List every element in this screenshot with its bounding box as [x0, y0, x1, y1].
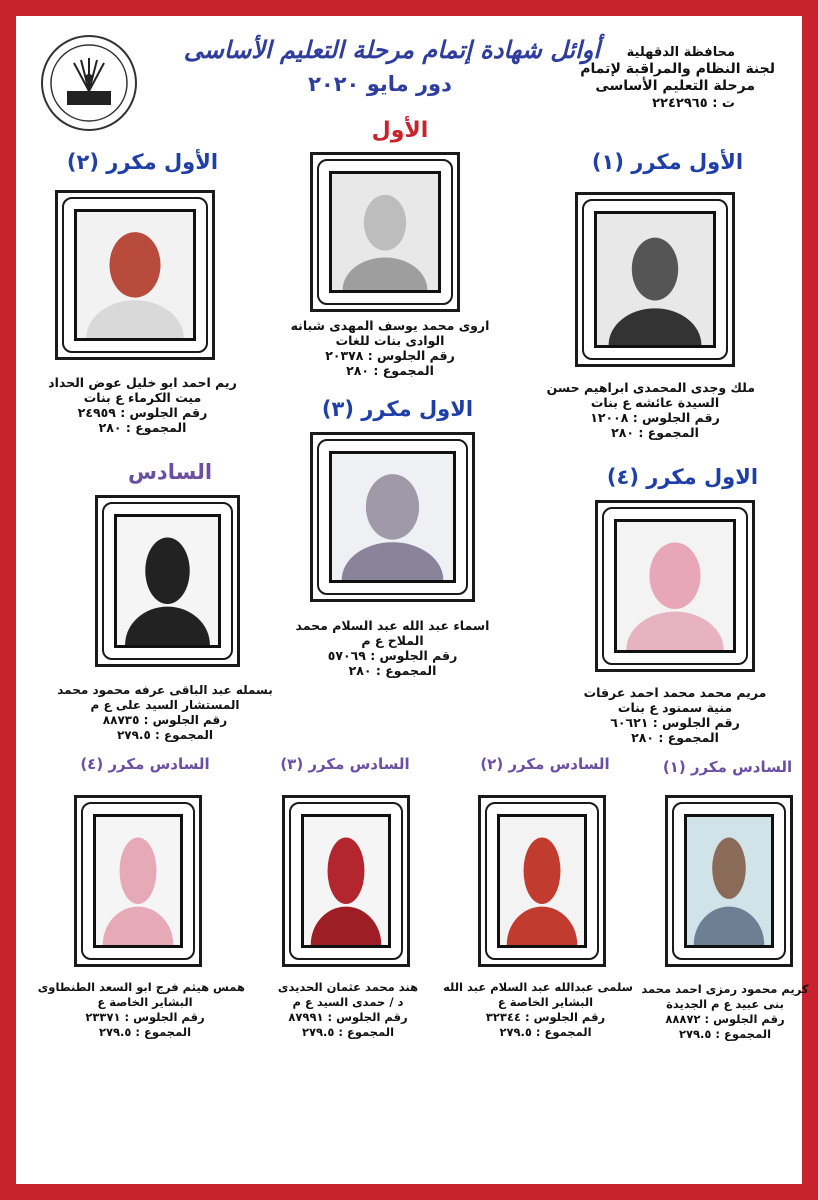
student-photo: [114, 514, 221, 648]
page-subtitle: دور مايو ٢٠٢٠: [308, 72, 452, 96]
student-seat: رقم الجلوس : ٢٠٣٧٨: [325, 348, 455, 363]
student-info-first: [290, 318, 490, 378]
rank-first-rep3-label: الاول مكرر (٣): [321, 397, 474, 421]
student-name: هند محمد عثمان الحديدى: [277, 980, 419, 994]
photo-frame-first: [310, 152, 460, 312]
student-seat: رقم الجلوس : ١٢٠٠٨: [590, 410, 720, 425]
student-school: البشاير الخاصة ع: [497, 995, 594, 1009]
student-name: اسماء عبد الله عبد السلام محمد: [295, 618, 490, 633]
student-total: المجموع : ٢٨٠: [346, 363, 434, 378]
student-name: كريم محمود رمزى احمد محمد: [641, 982, 809, 996]
student-photo: [329, 451, 456, 583]
rank-sixth-rep2-label: السادس مكرر (٢): [480, 755, 610, 773]
student-school: الملاح ع م: [361, 633, 424, 648]
student-info-first-rep2: [40, 375, 245, 435]
rank-sixth-label: السادس: [127, 460, 213, 484]
student-info-sixth-rep2: [443, 980, 633, 1040]
student-school: الوادى بنات للغات: [335, 333, 445, 348]
student-info-sixth: [50, 683, 280, 743]
student-info-sixth-rep1: [640, 982, 810, 1042]
student-total: المجموع : ٢٧٩.٥: [678, 1027, 772, 1041]
rank-sixth-rep3-label: السادس مكرر (٣): [280, 755, 410, 773]
student-total: المجموع : ٢٨٠: [98, 420, 187, 435]
photo-frame-sixth-rep3: [282, 795, 410, 967]
student-school: بنى عبيد ع م الجديدة: [666, 997, 784, 1011]
student-seat: رقم الجلوس : ٢٤٩٥٩: [77, 405, 208, 420]
student-school: البشاير الخاصة ع: [97, 995, 193, 1009]
page-title: أوائل شهادة إتمام مرحلة التعليم الأساسى: [183, 36, 600, 64]
student-photo: [614, 519, 736, 653]
student-school: د / حمدى السيد ع م: [292, 995, 404, 1009]
committee-line-1: لجنة النظام والمراقبة لإتمام: [580, 61, 775, 77]
student-total: المجموع : ٢٨٠: [631, 730, 719, 745]
student-name: سلمى عبدالله عبد السلام عبد الله: [443, 980, 633, 994]
student-name: ملك وجدى المحمدى ابراهيم حسن: [546, 380, 755, 395]
issuer-block: [560, 44, 775, 112]
student-seat: رقم الجلوس : ٨٧٩٩١: [288, 1010, 408, 1024]
committee-line-2: مرحلة التعليم الأساسى: [595, 78, 755, 94]
student-school: السيدة عائشه ع بنات: [590, 395, 720, 410]
student-seat: رقم الجلوس : ٣٢٣٤٤: [485, 1010, 606, 1024]
student-seat: رقم الجلوس : ٢٣٣٧١: [85, 1010, 205, 1024]
student-total: المجموع : ٢٧٩.٥: [499, 1025, 592, 1039]
governorate-label: محافظة الدقهلية: [626, 45, 735, 60]
student-photo: [93, 814, 183, 948]
photo-frame-sixth-rep1: [665, 795, 793, 967]
student-total: المجموع : ٢٧٩.٥: [301, 1025, 395, 1039]
student-name: همس هيثم فرج ابو السعد الطنطاوى: [37, 980, 245, 994]
student-photo: [301, 814, 391, 948]
student-total: المجموع : ٢٨٠: [348, 663, 437, 678]
student-info-first-rep4: [575, 685, 775, 745]
student-photo: [497, 814, 587, 948]
rank-first-label: الأول: [371, 118, 429, 143]
rank-first-rep2-label: الأول مكرر (٢): [66, 150, 219, 174]
photo-frame-first-rep3: [310, 432, 475, 602]
student-name: ريم احمد ابو خليل عوض الحداد: [48, 375, 237, 390]
photo-frame-first-rep2: [55, 190, 215, 360]
student-info-first-rep1: [546, 380, 755, 440]
student-seat: رقم الجلوس : ٦٠٦٢١: [610, 715, 740, 730]
photo-frame-sixth-rep4: [74, 795, 202, 967]
student-photo: [329, 171, 441, 293]
photo-frame-sixth-rep2: [478, 795, 606, 967]
student-total: المجموع : ٢٧٩.٥: [98, 1025, 192, 1039]
committee-logo: [34, 33, 144, 133]
student-name: بسمله عبد الباقى عرفه محمود محمد: [57, 683, 273, 697]
student-school: المستشار السيد على ع م: [90, 698, 240, 712]
photo-frame-first-rep1: [575, 192, 735, 367]
student-total: المجموع : ٢٨٠: [611, 425, 699, 440]
rank-first-rep4-label: الاول مكرر (٤): [606, 465, 759, 489]
student-photo: [594, 211, 716, 348]
student-seat: رقم الجلوس : ٨٨٨٧٢: [665, 1012, 785, 1026]
student-seat: رقم الجلوس : ٥٧٠٦٩: [327, 648, 458, 663]
student-photo: [684, 814, 774, 948]
student-school: ميت الكرماء ع بنات: [83, 390, 202, 405]
student-name: اروى محمد يوسف المهدى شبانه: [290, 318, 490, 333]
rank-first-rep1-label: الأول مكرر (١): [591, 150, 744, 174]
photo-frame-first-rep4: [595, 500, 755, 672]
rank-sixth-rep4-label: السادس مكرر (٤): [80, 755, 210, 773]
student-total: المجموع : ٢٧٩.٥: [116, 728, 214, 742]
student-school: منية سمنود ع بنات: [617, 700, 733, 715]
student-info-first-rep3: [290, 618, 495, 678]
student-seat: رقم الجلوس : ٨٨٧٣٥: [102, 713, 228, 727]
student-photo: [74, 209, 196, 341]
student-info-sixth-rep4: [37, 980, 245, 1040]
rank-sixth-rep1-label: السادس مكرر (١): [662, 758, 793, 776]
photo-frame-sixth: [95, 495, 240, 667]
student-info-sixth-rep3: [268, 980, 428, 1040]
student-name: مريم محمد محمد احمد عرفات: [583, 685, 767, 700]
phone-label: ت : ٢٢٤٢٩٦٥: [652, 96, 735, 111]
